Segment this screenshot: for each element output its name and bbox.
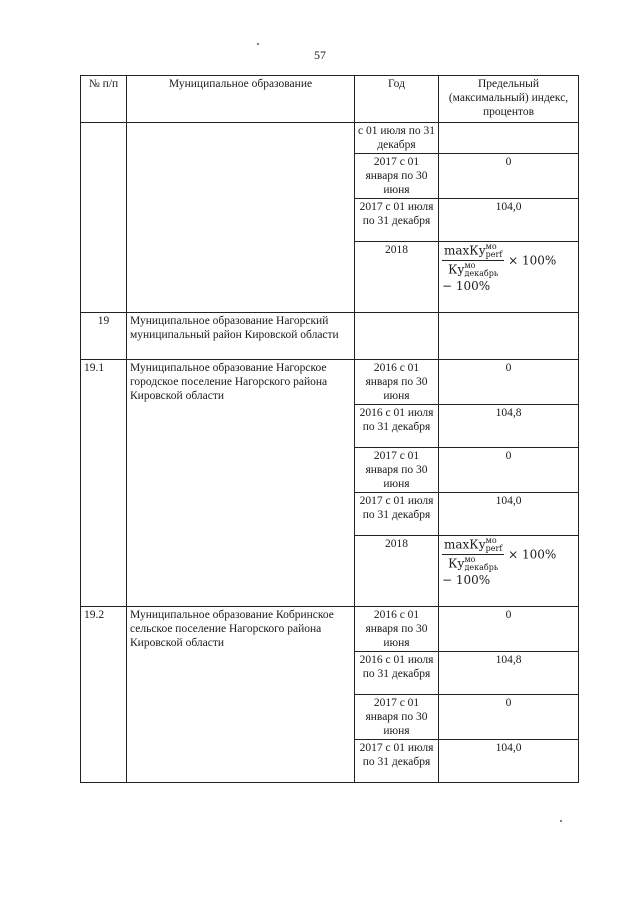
header-year: Год [355, 76, 439, 123]
cell-year [355, 313, 439, 360]
cell-year: 2017 с 01 января по 30 июня [355, 695, 439, 740]
formula-fraction [442, 243, 504, 278]
sub-num: 19.2 [81, 607, 127, 783]
section-title: Муниципальное образование Нагорский муниципальный район Кировской области [127, 313, 355, 360]
cell-index [439, 313, 579, 360]
table-header-row [81, 76, 579, 123]
formula-den-sup: мо [464, 261, 476, 270]
cell-index: 104,8 [439, 405, 579, 448]
cell-year: 2017 с 01 января по 30 июня [355, 154, 439, 199]
formula-den-label: Ку [448, 262, 465, 277]
formula-den-sup: мо [464, 555, 476, 564]
formula-den-label: Ку [448, 556, 465, 571]
tariff-index-table [80, 75, 579, 783]
scan-speck [560, 820, 562, 822]
cell-year: с 01 июля по 31 декабря [355, 123, 439, 154]
cell-index: 0 [439, 360, 579, 405]
cell-year: 2016 с 01 июля по 31 декабря [355, 652, 439, 695]
formula-cell [439, 242, 579, 313]
cell-index [439, 123, 579, 154]
cell-year: 2017 с 01 июля по 31 декабря [355, 199, 439, 242]
cell-index: 0 [439, 154, 579, 199]
formula-max-label: maxКу [444, 243, 486, 258]
formula-den-sub: декабрь [464, 563, 499, 572]
cell-year: 2018 [355, 242, 439, 313]
formula-num-sub: perf [485, 544, 503, 553]
formula-den-sub: декабрь [464, 269, 499, 278]
cell-index: 0 [439, 448, 579, 493]
header-index: Предельный (максимальный) индекс, процентов [439, 76, 579, 123]
cell-year: 2016 с 01 января по 30 июня [355, 607, 439, 652]
header-municipality: Муниципальное образование [127, 76, 355, 123]
sub-title: Муниципальное образование Нагорское городское поселение Нагорского района Кировской области [127, 360, 355, 607]
formula-num-sub: perf [485, 250, 503, 259]
sub-num: 19.1 [81, 360, 127, 607]
cell-index: 0 [439, 607, 579, 652]
cell-year: 2017 с 01 июля по 31 декабря [355, 740, 439, 783]
cell-year: 2018 [355, 536, 439, 607]
formula-times: × 100% [508, 253, 557, 268]
cell-year: 2016 с 01 июля по 31 декабря [355, 405, 439, 448]
formula-times: × 100% [508, 547, 557, 562]
table-row [81, 123, 579, 154]
cell-index: 104,0 [439, 493, 579, 536]
cell-num [81, 123, 127, 313]
section-row [81, 313, 579, 360]
cell-year: 2017 с 01 января по 30 июня [355, 448, 439, 493]
cell-index: 0 [439, 695, 579, 740]
header-num: № п/п [81, 76, 127, 123]
formula-num-sup: мо [485, 536, 497, 545]
cell-index: 104,8 [439, 652, 579, 695]
formula-minus: − 100% [442, 573, 491, 587]
sub-title: Муниципальное образование Кобринское сельское поселение Нагорского района Кировской области [127, 607, 355, 783]
table-row [81, 607, 579, 652]
cell-index: 104,0 [439, 199, 579, 242]
formula-fraction [442, 537, 504, 572]
table-row [81, 360, 579, 405]
formula-num-sup: мо [485, 242, 497, 251]
formula-minus: − 100% [442, 279, 491, 293]
page-number: 57 [314, 48, 326, 62]
cell-municipality [127, 123, 355, 313]
cell-year: 2017 с 01 июля по 31 декабря [355, 493, 439, 536]
formula-cell [439, 536, 579, 607]
section-num: 19 [81, 313, 127, 360]
cell-year: 2016 с 01 января по 30 июня [355, 360, 439, 405]
scan-speck [257, 43, 259, 45]
cell-index: 104,0 [439, 740, 579, 783]
formula-max-label: maxКу [444, 537, 486, 552]
